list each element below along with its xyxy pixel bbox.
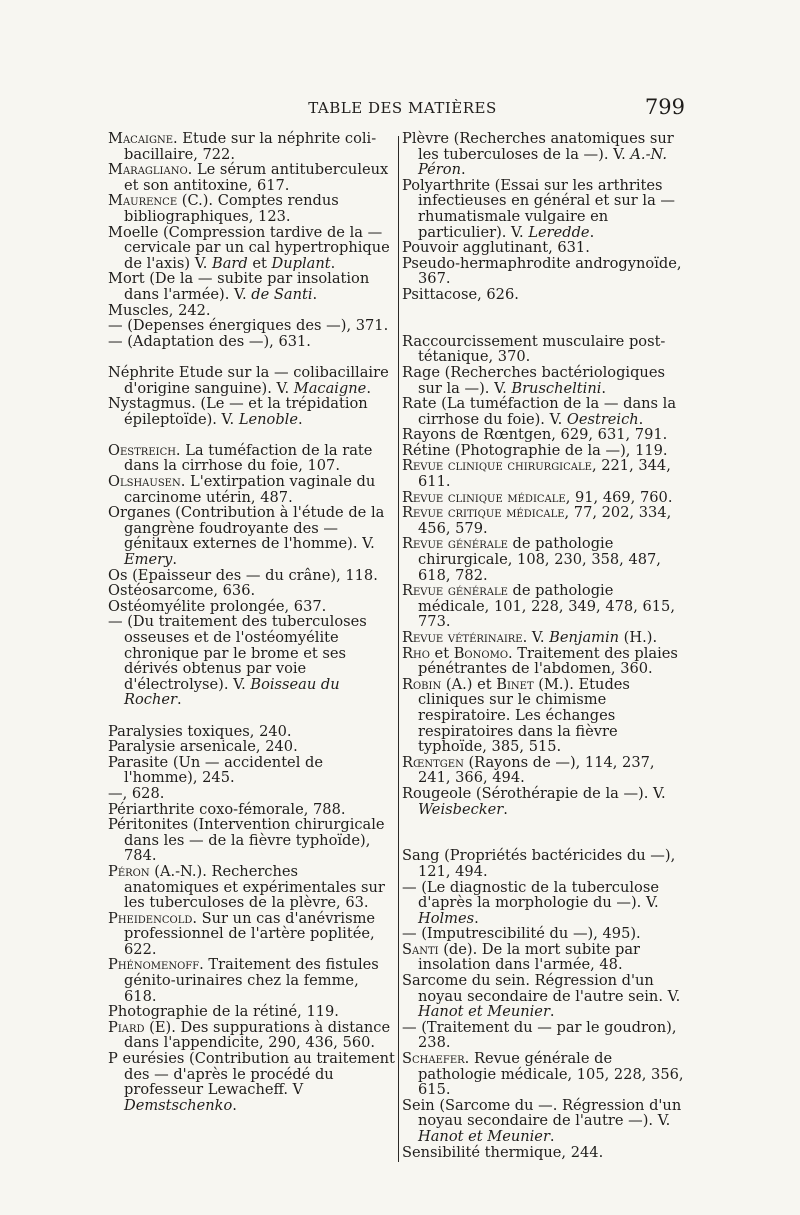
index-entry <box>108 396 395 427</box>
entry-text: de pathologie chirurgicale, 108, 230, 358, 487, 618, 782. <box>418 535 661 584</box>
index-entry <box>108 802 395 818</box>
entry-reference: Macaigne <box>293 379 367 397</box>
index-entry <box>402 880 687 927</box>
entry-reference: Weisbecker <box>418 800 504 818</box>
entry-text: Périarthrite coxo-fémorale, 788. <box>108 800 346 818</box>
entry-text: Néphrite Etude sur la — colibacillaire d'origine sanguine). V. <box>108 363 389 397</box>
entry-text: Ostéosarcome, 636. <box>108 582 256 600</box>
entry-reference: Benjamin <box>549 629 620 646</box>
entry-text: (de). De la mort subite par insolation dans l'armée, 48. <box>418 940 641 974</box>
index-entry <box>402 755 687 786</box>
running-header <box>120 95 685 123</box>
index-entry <box>402 583 687 630</box>
entry-gap <box>402 303 687 319</box>
entry-text: 77, 202, 334, 456, 579. <box>418 504 672 537</box>
index-entry <box>402 365 687 396</box>
index-entry <box>108 599 395 615</box>
entry-text: . <box>503 800 508 818</box>
index-entry <box>402 848 687 879</box>
index-entry <box>402 1051 687 1098</box>
entry-text: Revue générale de pathologie médicale, 105, 228, 356, 615. <box>418 1050 684 1099</box>
index-entry <box>108 1004 395 1020</box>
entry-text: . <box>638 410 644 428</box>
entry-heading: Péron <box>108 862 150 880</box>
index-entry <box>108 755 395 786</box>
index-entry <box>108 817 395 864</box>
entry-text: . <box>549 1003 555 1021</box>
index-entry <box>108 318 395 334</box>
index-entry <box>108 739 395 755</box>
entry-heading: Revue générale <box>402 535 508 553</box>
index-entry <box>108 271 395 302</box>
index-entry <box>402 443 687 459</box>
index-entry <box>402 256 687 287</box>
entry-text: Ostéomyélite prolongée, 637. <box>108 597 327 615</box>
index-entry <box>108 334 395 350</box>
entry-coauthor: Binet <box>496 675 534 693</box>
entry-text: 91, 469, 760. <box>570 488 673 506</box>
index-entry <box>402 178 687 240</box>
index-entry <box>402 677 687 755</box>
index-entry <box>108 568 395 584</box>
entry-text: Paralysie arsenicale, 240. <box>108 738 298 756</box>
index-entry <box>402 1145 687 1161</box>
index-entry <box>402 630 687 646</box>
index-entry <box>108 225 395 272</box>
index-entry <box>108 614 395 708</box>
entry-text: . <box>330 254 336 272</box>
entry-heading: Maragliano. <box>108 161 193 179</box>
entry-heading: Robin <box>402 675 442 693</box>
entry-heading: Revue clinique chirurgicale, <box>402 457 597 475</box>
entry-text: . <box>232 1096 237 1114</box>
entry-text: . <box>460 161 466 179</box>
entry-reference: Hanot et Meunier <box>418 1128 550 1145</box>
index-entry <box>402 1020 687 1051</box>
entry-text: (Rayons de —), 114, 237, 241, 366, 494. <box>418 753 655 787</box>
entry-heading: Schaefer. <box>402 1050 470 1068</box>
entry-reference: de Santi <box>251 285 313 303</box>
entry-text: . <box>366 379 371 397</box>
entry-reference: Boisseau du Rocher <box>124 675 340 709</box>
index-entry <box>108 505 395 567</box>
entry-text: —, 628. <box>108 784 165 802</box>
entry-text: (M.). Etudes cliniques sur le chimisme respiratoire. Les échanges respiratoires dans la fièvre typhoïde, 385, 515. <box>418 675 630 756</box>
entry-heading: Revue critique médicale, <box>402 504 570 522</box>
index-entry <box>108 1020 395 1051</box>
index-entry <box>402 973 687 1020</box>
entry-text: . <box>589 223 595 241</box>
entry-text: — (Adaptation des —), 631. <box>108 332 311 350</box>
page-title: TABLE DES MATIÈRES <box>308 99 497 117</box>
entry-text: Paralysies toxiques, 240. <box>108 722 292 740</box>
entry-reference: Emery <box>124 551 173 569</box>
entry-text: Pouvoir agglutinant, 631. <box>402 239 590 257</box>
entry-reference: Leredde <box>528 223 590 241</box>
entry-text: Sur un cas d'anévrisme professionnel de l'artère poplitée, 622. <box>124 909 376 958</box>
index-entry <box>108 303 395 319</box>
entry-heading: Phénomenoff. <box>108 956 204 974</box>
entry-text: Polyarthrite (Essai sur les arthrites infectieuses en général et sur la — rhumatismale vulgaire en particulier). V. <box>402 176 676 241</box>
entry-text: — (Le diagnostic de la tuberculose d'après la morphologie du —). V. <box>402 878 659 912</box>
entry-heading: Piard <box>108 1018 145 1036</box>
entry-reference: A.-N. Péron <box>418 145 667 179</box>
entry-text: (A.-N.). Recherches anatomiques et expérimentales sur les tuberculoses de la plèvre, 63. <box>124 862 385 912</box>
entry-text: . <box>312 285 318 303</box>
entry-text: Le sérum antituberculeux et son antitoxine, 617. <box>124 161 389 194</box>
entry-text: Sensibilité thermique, 244. <box>402 1143 604 1161</box>
entry-text: — (Depenses énergiques des —), 371. <box>108 317 389 335</box>
entry-coauthor: Bonomo. <box>453 644 513 662</box>
index-entry <box>402 786 687 817</box>
index-entry <box>108 786 395 802</box>
entry-text: Sein (Sarcome du —. Régression d'un noyau secondaire de l'autre —). V. <box>402 1096 682 1130</box>
entry-gap <box>402 318 687 334</box>
index-entry <box>108 474 395 505</box>
entry-text: et <box>247 254 272 272</box>
entry-text: (C.). Comptes rendus bibliographiques, 123. <box>124 192 339 225</box>
entry-text: — (Traitement du — par le goudron), 238. <box>402 1018 677 1052</box>
entry-heading: Santi <box>402 940 439 958</box>
entry-text: Muscles, 242. <box>108 301 211 319</box>
entry-heading: Pheidencold. <box>108 909 198 927</box>
entry-heading: Rho <box>402 644 430 662</box>
entry-text: Plèvre (Recherches anatomiques sur les tuberculoses de la —). V. <box>402 130 674 163</box>
entry-text: 221, 344, 611. <box>418 457 671 491</box>
entry-reference: Hanot et Meunier <box>418 1003 550 1021</box>
entry-heading: Maurence <box>108 192 178 210</box>
index-entry <box>402 1098 687 1145</box>
entry-text: Psittacose, 626. <box>402 285 519 303</box>
entry-text: . <box>298 410 303 428</box>
entry-reference: Bard <box>211 254 248 272</box>
entry-heading: Revue générale <box>402 582 508 600</box>
index-entry <box>108 131 395 162</box>
index-entry <box>402 942 687 973</box>
entry-text: V. <box>527 629 550 646</box>
index-entry <box>402 505 687 536</box>
entry-text: . <box>474 909 479 927</box>
index-entry <box>108 365 395 396</box>
entry-reference: Holmes <box>418 909 475 927</box>
column-divider <box>398 136 399 1162</box>
entry-reference: Bruscheltini <box>511 379 602 397</box>
page-number: 799 <box>644 95 685 119</box>
entry-gap <box>402 833 687 849</box>
index-entry <box>108 864 395 911</box>
entry-text: Traitement des plaies pénétrantes de l'abdomen, 360. <box>418 644 678 678</box>
entry-text: Os (Epaisseur des — du crâne), 118. <box>108 566 378 584</box>
entry-text: L'extirpation vaginale du carcinome utérin, 487. <box>124 473 376 506</box>
entry-gap <box>108 427 395 443</box>
entry-text: La tuméfaction de la rate dans la cirrhose du foie, 107. <box>124 441 373 475</box>
entry-gap <box>108 349 395 365</box>
index-entry <box>402 131 687 178</box>
index-entry <box>108 193 395 224</box>
index-entry <box>108 1051 395 1113</box>
entry-reference: Demstschenko <box>124 1096 233 1114</box>
entry-text: Parasite (Un — accidentel de l'homme), 245. <box>108 753 323 787</box>
entry-text: . <box>601 379 607 397</box>
entry-text: Rate (La tuméfaction de la — dans la cirrhose du foie). V. <box>402 395 677 428</box>
entry-heading: Olshausen. <box>108 473 186 491</box>
entry-text: Rétine (Photographie de la —), 119. <box>402 441 668 459</box>
entry-text: — (Du traitement des tuberculoses osseuses et de l'ostéomyélite chronique par le brome et ses dérivés obtenus par voie d'électrolyse). V. <box>108 613 367 693</box>
entry-text: Rayons de Rœntgen, 629, 631, 791. <box>402 426 668 444</box>
entry-text: Photographie de la rétiné, 119. <box>108 1003 339 1021</box>
index-entry <box>402 646 687 677</box>
index-entry <box>108 724 395 740</box>
index-entry <box>402 490 687 506</box>
entry-text: (E). Des suppurations à distance dans l'appendicite, 290, 436, 560. <box>124 1018 391 1052</box>
entry-reference: Lenoble <box>238 410 298 428</box>
entry-text: (A.) et <box>441 675 497 693</box>
index-entry <box>402 458 687 489</box>
index-column-left <box>108 131 395 1113</box>
index-entry <box>108 162 395 193</box>
index-entry <box>402 536 687 583</box>
entry-text: Rage (Recherches bactériologiques sur la —). V. <box>402 363 665 397</box>
entry-text: Raccourcissement musculaire post-tétanique, 370. <box>402 332 666 366</box>
index-entry <box>402 427 687 443</box>
entry-heading: Revue vétérinaire. <box>402 629 528 646</box>
entry-text: Péritonites (Intervention chirurgicale dans les — de la fièvre typhoïde), 784. <box>108 816 385 865</box>
entry-text: — (Imputrescibilité du —), 495). <box>402 925 641 943</box>
entry-text: . <box>176 691 182 709</box>
entry-heading: Revue clinique médicale, <box>402 488 571 506</box>
entry-text: et <box>429 644 454 662</box>
index-entry <box>108 911 395 958</box>
index-entry <box>108 443 395 474</box>
entry-text: Nystagmus. (Le — et la trépidation épileptoïde). V. <box>108 395 368 428</box>
entry-heading: Oestreich. <box>108 441 181 459</box>
entry-text: de pathologie médicale, 101, 228, 349, 478, 615, 773. <box>418 582 675 631</box>
entry-reference: Duplant <box>271 254 331 272</box>
index-entry <box>402 926 687 942</box>
index-entry <box>108 957 395 1004</box>
entry-text: Sarcome du sein. Régression d'un noyau secondaire de l'autre sein. V. <box>402 972 681 1005</box>
entry-text: Mort (De la — subite par insolation dans l'armée). V. <box>108 270 370 303</box>
entry-text: Rougeole (Sérothérapie de la —). V. <box>402 784 666 802</box>
index-column-right <box>402 131 687 1160</box>
entry-text: Moelle (Compression tardive de la — cervicale par un cal hypertrophique de l'axis) V. <box>108 223 390 272</box>
entry-gap <box>402 817 687 833</box>
entry-text: Organes (Contribution à l'étude de la gangrène foudroyante des — génitaux externes de l'homme). V. <box>108 504 385 553</box>
index-entry <box>108 583 395 599</box>
entry-text: (H.). <box>619 629 658 646</box>
entry-reference: Oestreich <box>566 410 639 428</box>
entry-heading: Rœntgen <box>402 753 464 771</box>
entry-text: Traitement des fistules génito-urinaires chez la femme, 618. <box>124 956 379 1005</box>
index-entry <box>402 287 687 303</box>
index-entry <box>402 396 687 427</box>
index-entry <box>402 334 687 365</box>
entry-gap <box>108 708 395 724</box>
entry-text: . <box>172 551 177 569</box>
index-entry <box>402 240 687 256</box>
entry-text: . <box>549 1128 555 1145</box>
entry-text: Pseudo-hermaphrodite androgynoïde, 367. <box>402 254 682 288</box>
entry-text: Sang (Propriétés bactéricides du —), 121, 494. <box>402 847 676 880</box>
entry-text: P eurésies (Contribution au traitement des — d'après le procédé du professeur Lewacheff. V <box>108 1050 395 1099</box>
entry-heading: Macaigne. <box>108 130 178 147</box>
entry-text: Etude sur la néphrite coli-bacillaire, 722. <box>124 130 377 163</box>
